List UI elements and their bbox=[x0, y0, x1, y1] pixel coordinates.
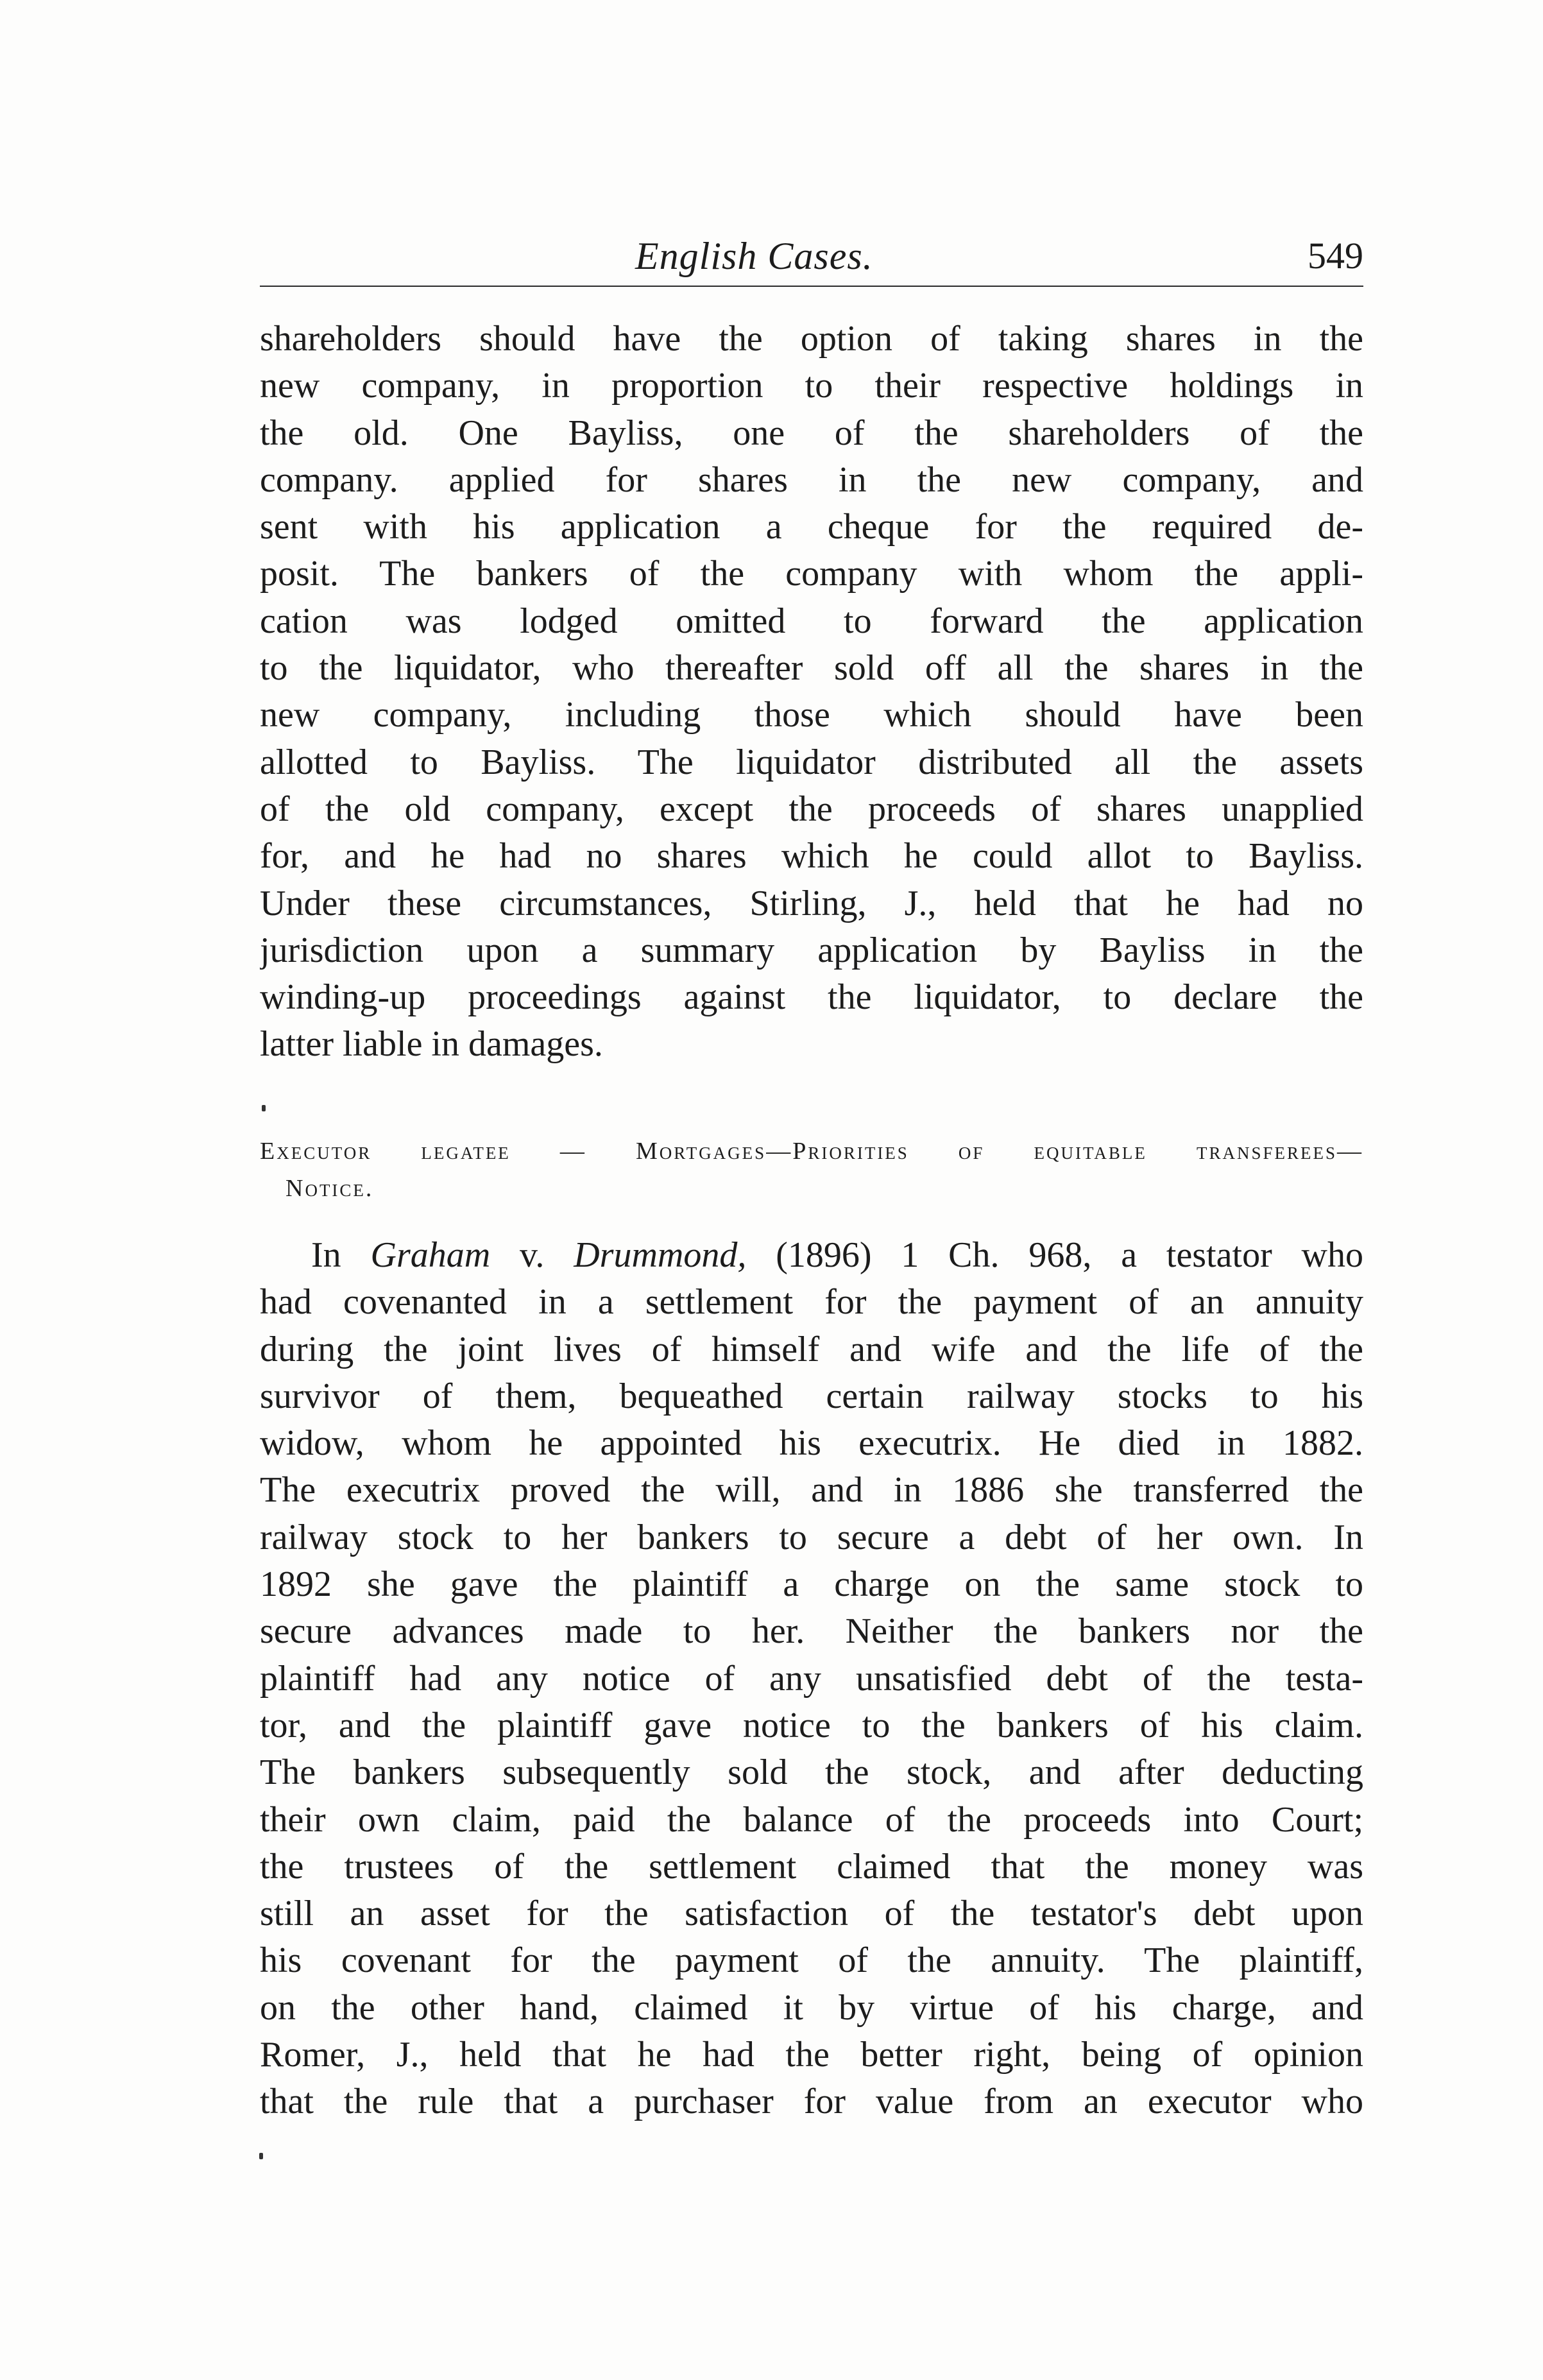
text-line: of the old company, except the proceeds of shares unapplied bbox=[260, 789, 1363, 829]
case-party: Graham bbox=[370, 1235, 491, 1275]
text-line: to the liquidator, who thereafter sold off all the shares in the bbox=[260, 648, 1363, 689]
text-line: winding-up proceedings against the liquidator, to declare the bbox=[260, 977, 1363, 1018]
running-header bbox=[260, 234, 1363, 292]
text-line: his covenant for the payment of the annuity. The plaintiff, bbox=[260, 1940, 1363, 1981]
text-line: tor, and the plaintiff gave notice to the bankers of his claim. bbox=[260, 1705, 1363, 1745]
text-line: sent with his application a cheque for the required de- bbox=[260, 507, 1363, 547]
print-speck bbox=[259, 2153, 263, 2159]
text-line: had covenanted in a settlement for the payment of an annuity bbox=[260, 1282, 1363, 1323]
text-line: on the other hand, claimed it by virtue of his charge, and bbox=[260, 1987, 1363, 2028]
text-line: widow, whom he appointed his executrix. He died in 1882. bbox=[260, 1423, 1363, 1464]
text-line: new company, in proportion to their respective holdings in bbox=[260, 366, 1363, 406]
text-line: The executrix proved the will, and in 1886 she transferred the bbox=[260, 1470, 1363, 1511]
text-line: posit. The bankers of the company with whom the appli- bbox=[260, 554, 1363, 594]
paragraph-graham-v-drummond bbox=[260, 1232, 1363, 2126]
text-line: Under these circumstances, Stirling, J., held that he had no bbox=[260, 883, 1363, 923]
text-line: shareholders should have the option of taking shares in the bbox=[260, 319, 1363, 359]
text-line: The bankers subsequently sold the stock, and after deducting bbox=[260, 1752, 1363, 1793]
text-line: survivor of them, bequeathed certain railway stocks to his bbox=[260, 1376, 1363, 1416]
header-rule bbox=[260, 286, 1363, 287]
running-title: English Cases. bbox=[635, 235, 873, 277]
text-line: for, and he had no shares which he could allot to Bayliss. bbox=[260, 836, 1363, 877]
text-line: cation was lodged omitted to forward the application bbox=[260, 601, 1363, 641]
text-fragment: (1896) 1 Ch. 968, a testator who bbox=[746, 1235, 1363, 1275]
text-line: Romer, J., held that he had the better right, being of opinion bbox=[260, 2035, 1363, 2075]
text-line: during the joint lives of himself and wife and the life of the bbox=[260, 1329, 1363, 1369]
text-line: allotted to Bayliss. The liquidator distributed all the assets bbox=[260, 742, 1363, 782]
text-line: secure advances made to her. Neither the bankers nor the bbox=[260, 1611, 1363, 1652]
section-heading-line: Executor legatee — Mortgages—Priorities of equitable transferees— bbox=[260, 1138, 1363, 1165]
text-line: plaintiff had any notice of any unsatisfied debt of the testa- bbox=[260, 1658, 1363, 1699]
text-line: jurisdiction upon a summary application by Bayliss in the bbox=[260, 930, 1363, 970]
text-line: 1892 she gave the plaintiff a charge on the same stock to bbox=[260, 1564, 1363, 1605]
text-fragment: v. bbox=[490, 1235, 574, 1275]
text-line: latter liable in damages. bbox=[260, 1024, 603, 1065]
page-number: 549 bbox=[1308, 235, 1363, 277]
text-line: that the rule that a purchaser for value from an executor who bbox=[260, 2082, 1363, 2122]
section-heading bbox=[260, 1133, 1363, 1207]
text-line: new company, including those which should have been bbox=[260, 695, 1363, 735]
text-line: still an asset for the satisfaction of the testator's debt upon bbox=[260, 1894, 1363, 1934]
text-line: the trustees of the settlement claimed that the money was bbox=[260, 1846, 1363, 1887]
text-line: company. applied for shares in the new company, and bbox=[260, 459, 1363, 500]
paragraph-bayliss bbox=[260, 316, 1363, 1068]
text-line: their own claim, paid the balance of the proceeds into Court; bbox=[260, 1799, 1363, 1840]
section-heading-line: Notice. bbox=[286, 1175, 374, 1202]
print-speck bbox=[262, 1105, 266, 1111]
text-line: railway stock to her bankers to secure a debt of her own. In bbox=[260, 1517, 1363, 1557]
text-line: the old. One Bayliss, one of the shareholders of the bbox=[260, 413, 1363, 453]
case-party: Drummond, bbox=[574, 1235, 747, 1275]
text-line bbox=[260, 1232, 1363, 1279]
text-fragment: In bbox=[311, 1235, 371, 1275]
